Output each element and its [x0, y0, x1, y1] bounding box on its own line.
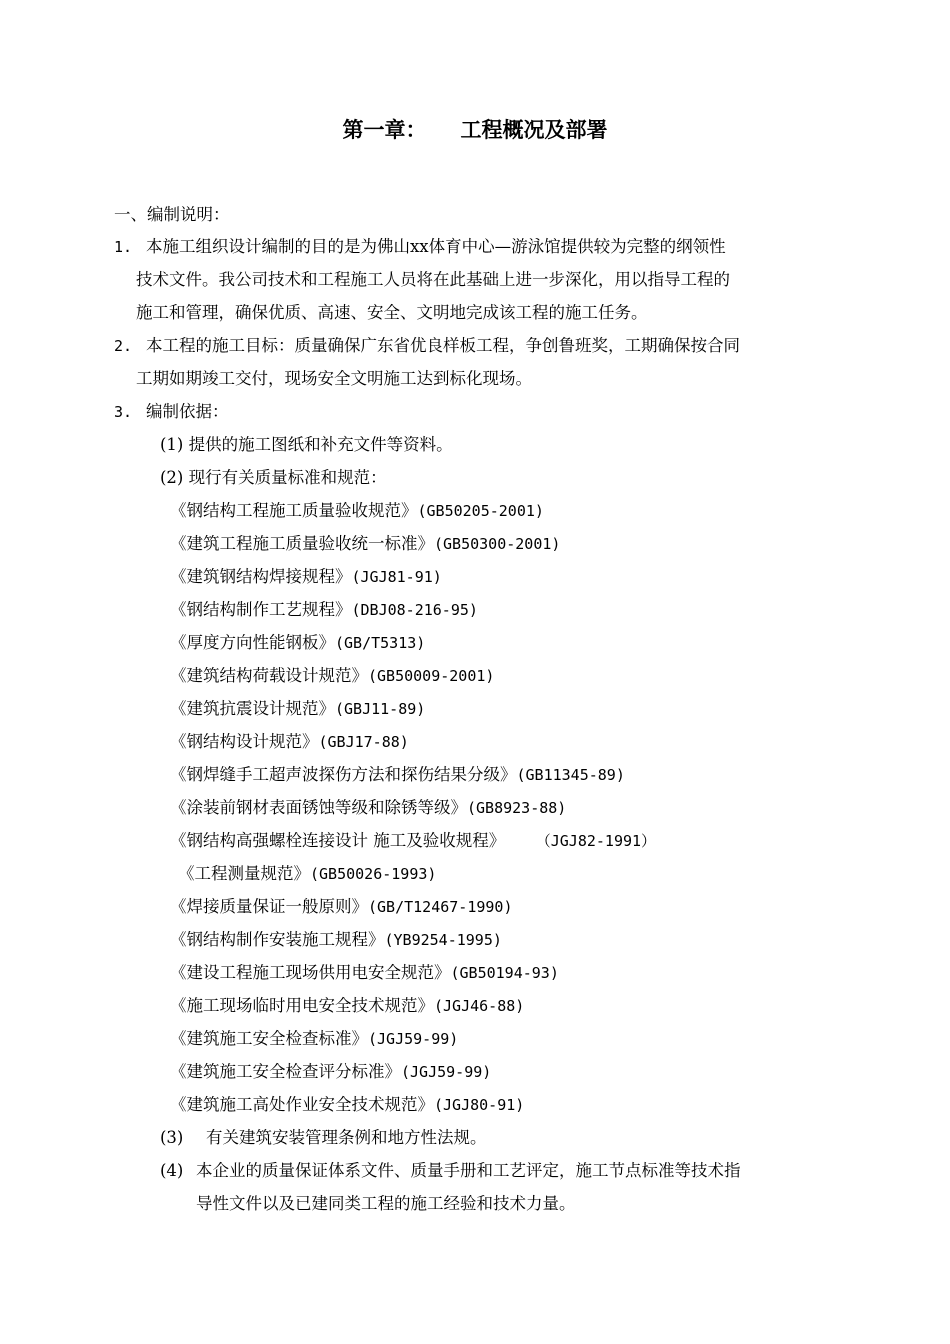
chapter-title: [0, 114, 950, 144]
standard-item: [170, 533, 560, 555]
basis-item-3-number: (3): [160, 1128, 184, 1147]
standard-code: (GB50205-2001): [417, 502, 544, 520]
standard-name: 《钢焊缝手工超声波探伤方法和探伤结果分级》: [170, 765, 517, 784]
standard-name: 《建设工程施工现场供用电安全规范》: [170, 963, 451, 982]
item-number-1: 1.: [114, 238, 133, 256]
standard-item: [170, 1061, 491, 1083]
basis-item-2: (2) 现行有关质量标准和规范：: [160, 468, 387, 487]
standard-name: 《施工现场临时用电安全技术规范》: [170, 996, 434, 1015]
standard-name: 《建筑施工安全检查标准》: [170, 1029, 368, 1048]
standard-item: [170, 566, 442, 588]
standard-item: [170, 830, 656, 852]
standard-item: [170, 929, 502, 951]
standard-item: [170, 731, 409, 753]
basis-item-1: (1) 提供的施工图纸和补充文件等资料。: [160, 435, 453, 454]
basis-item-3-text: 有关建筑安装管理条例和地方性法规。: [206, 1128, 487, 1147]
standard-code: (YB9254-1995): [384, 931, 502, 949]
standard-item: [170, 632, 425, 654]
item-number-3: 3.: [114, 403, 133, 421]
standard-item: [170, 995, 524, 1017]
standard-code: （JGJ82-1991）: [543, 832, 657, 850]
standard-code: (DBJ08-216-95): [351, 601, 478, 619]
standard-item: [170, 797, 566, 819]
standard-code: (JGJ59-99): [401, 1063, 492, 1081]
item-number-2: 2.: [114, 337, 133, 355]
standard-item: [170, 599, 478, 621]
chapter-number: 第一章：: [342, 118, 427, 142]
standard-code: (JGJ59-99): [368, 1030, 459, 1048]
standard-name: 《工程测量规范》: [178, 864, 310, 883]
section-heading: 一、编制说明：: [114, 205, 230, 224]
standard-name: 《涂装前钢材表面锈蚀等级和除锈等级》: [170, 798, 467, 817]
standard-code: (GB50194-93): [450, 964, 559, 982]
standard-name: 《厚度方向性能钢板》: [170, 633, 335, 652]
item-1-line-3: 施工和管理，确保优质、高速、安全、文明地完成该工程的施工任务。: [136, 303, 648, 322]
standard-name: 《钢结构制作工艺规程》: [170, 600, 352, 619]
standard-code: (JGJ81-91): [351, 568, 442, 586]
standard-name: 《建筑施工高处作业安全技术规范》: [170, 1095, 434, 1114]
standard-item: [170, 698, 425, 720]
standard-item: [170, 896, 513, 918]
standard-item: [170, 1094, 524, 1116]
standard-name: 《建筑抗震设计规范》: [170, 699, 335, 718]
item-3-label: 编制依据：: [146, 402, 229, 421]
standard-code: (GB50300-2001): [434, 535, 561, 553]
standard-code: (GB/T12467-1990): [368, 898, 513, 916]
item-2-line-1: 本工程的施工目标：质量确保广东省优良样板工程，争创鲁班奖，工期确保按合同: [146, 336, 740, 355]
chapter-name: 工程概况及部署: [460, 118, 608, 142]
standard-name: 《钢结构高强螺栓连接设计 施工及验收规程》: [170, 831, 506, 850]
standard-item: [170, 764, 625, 786]
basis-item-4-number: (4): [160, 1161, 184, 1180]
standard-item: [170, 962, 559, 984]
standard-code: (GB50026-1993): [310, 865, 437, 883]
standard-name: 《钢结构设计规范》: [170, 732, 319, 751]
basis-item-4-line-1: 本企业的质量保证体系文件、质量手册和工艺评定，施工节点标准等技术指: [196, 1161, 741, 1180]
standard-item: [178, 863, 436, 885]
standard-code: (JGJ46-88): [434, 997, 525, 1015]
standard-code: (GBJ17-88): [318, 733, 409, 751]
standard-code: (GB/T5313): [335, 634, 426, 652]
standard-item: [170, 665, 494, 687]
standard-code: (GB50009-2001): [368, 667, 495, 685]
item-1-line-1: 本施工组织设计编制的目的是为佛山xx体育中心—游泳馆提供较为完整的纲领性: [146, 237, 726, 256]
standard-item: [170, 1028, 458, 1050]
standard-name: 《钢结构工程施工质量验收规范》: [170, 501, 418, 520]
standard-code: (GB11345-89): [516, 766, 625, 784]
standard-name: 《建筑施工安全检查评分标准》: [170, 1062, 401, 1081]
item-2-line-2: 工期如期竣工交付，现场安全文明施工达到标化现场。: [136, 369, 532, 388]
standard-name: 《焊接质量保证一般原则》: [170, 897, 368, 916]
standard-code: (JGJ80-91): [434, 1096, 525, 1114]
standard-name: 《建筑工程施工质量验收统一标准》: [170, 534, 434, 553]
item-1-line-2: 技术文件。我公司技术和工程施工人员将在此基础上进一步深化，用以指导工程的: [136, 270, 730, 289]
standard-name: 《钢结构制作安装施工规程》: [170, 930, 385, 949]
standard-name: 《建筑结构荷载设计规范》: [170, 666, 368, 685]
standard-code: (GBJ11-89): [335, 700, 426, 718]
basis-item-4-line-2: 导性文件以及已建同类工程的施工经验和技术力量。: [196, 1194, 576, 1213]
standard-item: [170, 500, 544, 522]
standard-code: (GB8923-88): [467, 799, 567, 817]
standard-name: 《建筑钢结构焊接规程》: [170, 567, 352, 586]
